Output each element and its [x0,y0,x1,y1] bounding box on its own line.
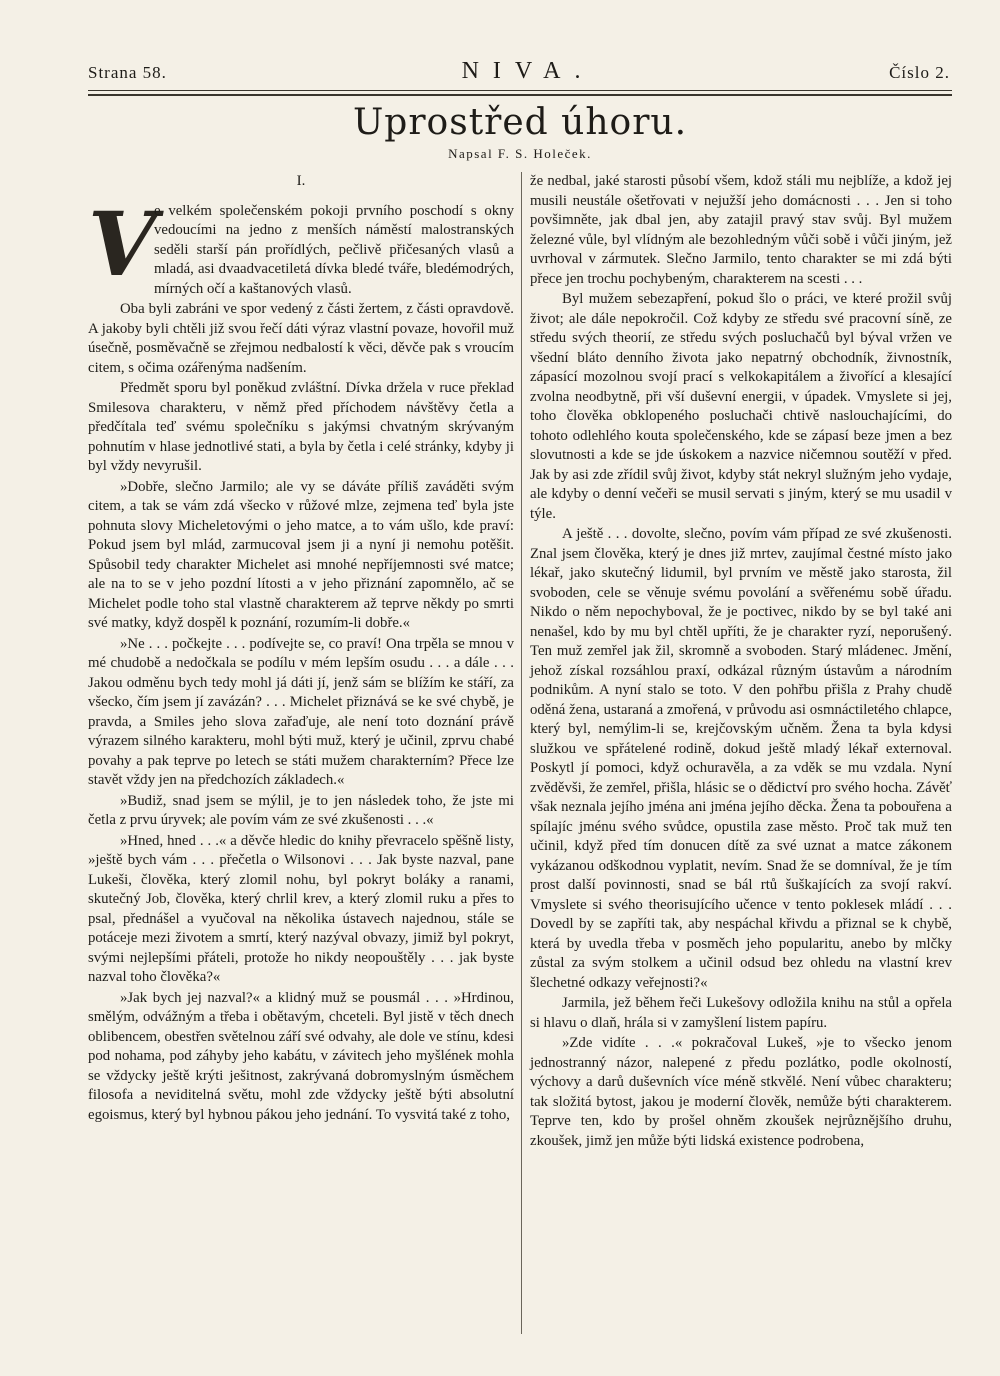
page-number: Strana 58. [88,63,167,82]
paragraph: »Hned, hned . . .« a děvče hledic do knihy převracelo spěšně listy, »ještě bych vám . . . přečetla o Wilsonovi . . . Jak byste nazval, pane Lukeši, člověka, který zlomil nohu, byl pokryt boláky a ranami, skutečný Job, člověka, který chrlil krev, a který zlomil ruku a přes to psal, přednášel a vyučoval na několika ústavech najednou, stále se potáceje mezi životem a smrtí, který nazýval obvazy, jimiž byl pokryt, svými nejlepšími přáteli, protože ho nikdy neopouštěly . . . jak byste nazval toho člověka?« [88,832,514,985]
page-header [88,58,950,88]
paragraph: »Ne . . . počkejte . . . podívejte se, co praví! Ona trpěla se mnou v mé chudobě a nedočkala se podílu v mém lepším osudu . . . a dále . . . Jakou odměnu bych tedy mohl já dáti jí, jenž sám se blížím ke stáří, za všecko, čím jsem jí zavázán? . . . Michelet přiznává se ke své chybě, je pravda, a Smiles jeho slova zařaďuje, ale není toto doznání právě výrazem silného karakteru, mohl býti muž, který je učinil, zprvu chabé povahy a pak teprve po letech se státi mužem charakterním? Přece lze stavět vždy jen na předchozích základech.« [88,635,514,788]
header-rule-bottom [88,94,952,96]
paragraph: V e velkém společenském pokoji prvního poschodí s okny vedoucími na jedno z menších náměstí malostranských seděli starší pán prořídlých, pečlivě přičesaných vlasů a mladá, asi dvaadvacetiletá dívka bledé tváře, bledémodrých, mírných očí a kaštanových vlasů. [88,191,514,297]
column-divider [521,172,522,1334]
section-number: I. [296,173,306,189]
paragraph: Předmět sporu byl poněkud zvláštní. Dívka držela v ruce překlad Smilesova charakteru, v němž před příchodem návštěvy četla a předčítala teď svému společníku s jakýmsi chvatným skrývaným pohnutím v hlase jednotlivé stati, a byla by četla i celé stránky, kdyby ji byl vždy nevyrušil. [88,380,514,474]
paragraph: »Zde vidíte . . .« pokračoval Lukeš, »je to všecko jenom jednostranný názor, nalepené z předu pozlátko, podle okolností, výchovy a darů duševních více méně stkvělé. Není vůbec charakteru; tak složitá bytost, jakou je moderní člověk, nemůže býti charakterem. Teprve ten, kdo by prošel ohněm zkoušek nejrůznějšího druhu, zkoušek, jimž jen může býti lidská existence podrobena, [530,1035,952,1149]
article-author: Napsal F. S. Holeček. [448,146,592,161]
paragraph: že nedbal, jaké starosti působí všem, kdož stáli mu nejblíže, a kdož jej musili neustále ošetřovati v nejužší jeho domácnosti . . . Jen si toho povšimněte, jak dbal jen, aby zatajil pravý stav svůj. Byl mužem železné vůle, byl vlídným ale bezohledným vůči sobě i vůči jiným, jež uvrhoval v zármutek. Slečno Jarmilo, tento charakter se mi zdá býti přece jen trochu pochybeným, charakterem na scesti . . . [530,173,952,287]
drop-cap: V [88,191,157,296]
paragraph: »Budiž, snad jsem se mýlil, je to jen následek toho, že jste mi četla z prvu úryvek; ale povím vám ze své zkušenosti . . .« [88,792,514,828]
left-column [88,172,514,1125]
paragraph: Byl mužem sebezapření, pokud šlo o práci, ve které prožil svůj život; ale dále nepokročil. Což kdyby ze středu své pracovní síně, ze středu svých theorií, ze středu svých posluchačů byl býval vržen ve všední bláto denního života jako nepatrný obchodník, živnostník, zápasící mozolnou svojí prací s velkokapitálem a živořící a klesající zvolna neodbytně, při vší duševní energii, v úpadek. Vmyslete si jej, toho člověka obklopeného posluchači chtivě naslouchajícími, do tohoto odlehlého kouta společenského, kde se zápasí beze jmen a bez slovutnosti a kde se jde úskokem a nazvice ničemnou soutěží v před. Jak by asi zde zřídil svůj život, kdyby stát nekryl služným jeho vydaje, ale kdyby o denní večeři se musil servati s jiným, který se mu usadil v týle. [530,291,952,522]
paragraph: »Jak bych jej nazval?« a klidný muž se pousmál . . . »Hrdinou, smělým, odvážným a třeba i obětavým, chceteli. Byl jistě v těch dnech oblibencem, obestřen světelnou září své odvahy, ale dole ve stínu, kdesi pod nohama, pod záhyby jeho kabátu, v závitech jeho myšlének mohla se vždycky ještě krýti ješitnost, zakrývaná dobromyslným úsměchem filosofa a neviditelná světu, mohl zde vždycky ještě býti absolutní egoismus, který byl hybnou pákou jeho jednání. To vysvitá také z toho, [88,989,514,1123]
paragraph: »Dobře, slečno Jarmilo; ale vy se dáváte příliš zaváděti svým citem, a tak se vám zdá všecko v růžové mlze, zejmena teď byla jste pohnuta slovy Micheletovými o jeho matce, a to vám ušlo, kde praví: Pokud jsem byl mlád, zarmucoval jsem ji a nyní ji nemohu potěšit. Spůsobil tedy charakter Michelet asi mnohé nepříjemnosti své matce; ale na to se v jeho pozdní lítosti a v jeho přiznání zapomnělo, ač se Michelet podle toho stal vlastně charakterem až teprve někdy po smrti své matky, když dospěl k poznání, rozumím-li dobře.« [88,478,514,631]
paragraph: A ještě . . . dovolte, slečno, povím vám případ ze své zkušenosti. Znal jsem člověka, který je dnes již mrtev, zaujímal čestné místo jako lékař, jako skutečný lidumil, byl prvním ve městě jako starosta, žil svoboden, cele se věnuje svému povolání a svěřenému sobě úřadu. Nikdo o něm nepochyboval, že je poctivec, nikdo by se byl také ani nenašel, kdo by mu byl chtěl upříti, že je charakter ryzí, neporušený. Ten muž zemřel jak žil, skromně a svoboden. Starý mládenec. Jmění, jehož získal rozsáhlou praxí, odkázal různým ústavům a národním podnikům. A nyní stalo se toto. V den pohřbu přišla z Prahy chudě oděná žena, ustaraná a zmořená, v průvodu asi osmnáctiletého chlapce, který byl, nemýlim-li se, krejčovským učněm. Žena ta byla kdysi služkou ve spřátelené rodině, dokud ještě mladý lékař externoval. Poskytl jí pomoci, když ochuravěla, a za vděk se mu vzdala. Nyní zvěděvši, že zemřel, přišla, hlásic se o dědictví pro svého hocha. Závěť však neznala jejího jména ani jména jejího děcka. Žena ta pobouřena a spílajíc jménu svého svůdce, opustila zase město. Proč tak muž ten učinil, když před tím donucen dítě za své uznat a matce zákonem vykázanou odškodnou vyplatit, nevím. Snad že se domníval, že je tím prost další povinnosti, snad se bál rtů šuškajících za svojí rakví. Vmyslete si svého theorisujícího učence v tento poklesek mládí . . . Dovedl by se zapříti tak, aby nespáchal křivdu a přiznal se k chybě, která by uvedla třeba v posměch jeho popularitu, anebo by mlčky zůstal za svým stolkem a učinil odsud bez ohledu na vlastní krev šlechetné odkazy veřejnosti?« [530,526,952,991]
header-rule-top [88,90,952,91]
right-column [530,172,952,1151]
issue-number: Číslo 2. [889,63,950,82]
paragraph: Jarmila, jež během řeči Lukešovy odložila knihu na stůl a opřela si hlavu o dlaň, hrála si v zamyšlení listem papíru. [530,995,952,1031]
article-title: Uprostřed úhoru. [352,102,688,143]
journal-name: NIVA. [461,58,595,84]
paragraph: Oba byli zabráni ve spor vedený z části žertem, z části opravdově. A jakoby byli chtěli již svou řečí dáti výraz vlastní povaze, hovořil muž úsečně, posměvačně se zřejmou nedbalostí k věci, děvče pak s vroucím citem, s očima ozářenýma nadšením. [88,301,514,376]
